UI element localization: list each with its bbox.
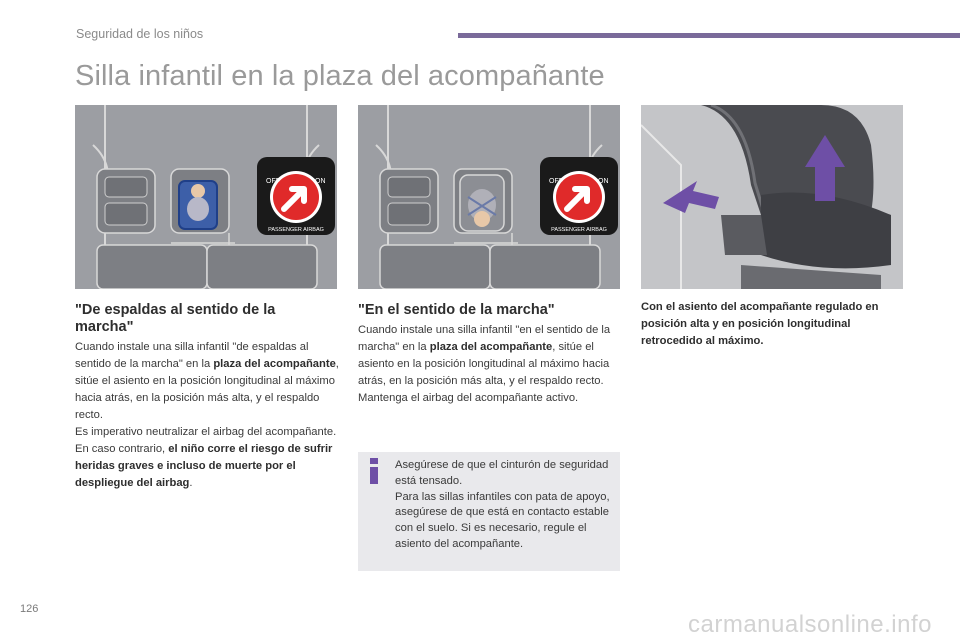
airbag-off-label: OFF: [266, 178, 280, 185]
rear-facing-heading: "De espaldas al sentido de la marcha": [75, 302, 276, 335]
section-label: Seguridad de los niños: [76, 27, 204, 41]
forward-facing-seat-illustration: [358, 105, 620, 289]
airbag-name-label: PASSENGER AIRBAG: [268, 227, 324, 233]
page-title: Silla infantil en la plaza del acompañante: [75, 60, 605, 92]
airbag-on-label: ON: [315, 178, 326, 185]
forward-facing-heading: "En el sentido de la marcha": [358, 302, 555, 318]
info-box: [358, 452, 620, 571]
rear-facing-seat-illustration: [75, 105, 337, 289]
seat-adjustment-caption: Con el asiento del acompañante regulado en posición alta y en posición longitudinal retrocedido al máximo.: [641, 301, 879, 347]
watermark: carmanualsonline.info: [688, 611, 932, 638]
rear-facing-p2-b: el niño corre el riesgo de sufrir heridas graves e incluso de muerte por el despliegue del airbag: [75, 443, 333, 489]
airbag-off-label: OFF: [549, 178, 563, 185]
forward-facing-p1-a: Cuando instale una silla infantil "en el sentido de la marcha" en la: [358, 324, 611, 353]
forward-facing-p1-b: plaza del acompañante: [429, 341, 553, 353]
rear-facing-p1-c: , sitúe el asiento en la posición longitudinal al máximo hacia atrás, en la posición más alta, y el respaldo recto.: [75, 358, 339, 421]
seat-adjustment-illustration: [641, 105, 903, 289]
page-number: 126: [20, 603, 39, 615]
info-icon: [366, 458, 382, 484]
rear-facing-text: [75, 339, 340, 492]
rear-facing-p1-a: Cuando instale una silla infantil "de espaldas al sentido de la marcha" en la: [75, 341, 309, 370]
rear-facing-p2-a: Es imperativo neutralizar el airbag del acompañante. En caso contrario,: [75, 426, 337, 455]
info-line-1: Asegúrese de que el cinturón de seguridad está tensado.: [395, 459, 609, 487]
airbag-on-label: ON: [598, 178, 609, 185]
rear-facing-p2-c: .: [189, 477, 193, 489]
forward-facing-p1-c: , sitúe el asiento en la posición longitudinal al máximo hacia atrás, en la posición más alta, y el respaldo recto. Mantenga el airbag del acompañante activo.: [358, 341, 610, 404]
rear-facing-p1-b: plaza del acompañante: [213, 358, 336, 370]
airbag-name-label: PASSENGER AIRBAG: [551, 227, 607, 233]
forward-facing-text: [358, 322, 620, 407]
header-bar: [458, 33, 960, 38]
info-line-2: Para las sillas infantiles con pata de apoyo, asegúrese de que está en contacto estable con el suelo. Si es necesario, regule el asiento del acompañante.: [395, 490, 610, 550]
